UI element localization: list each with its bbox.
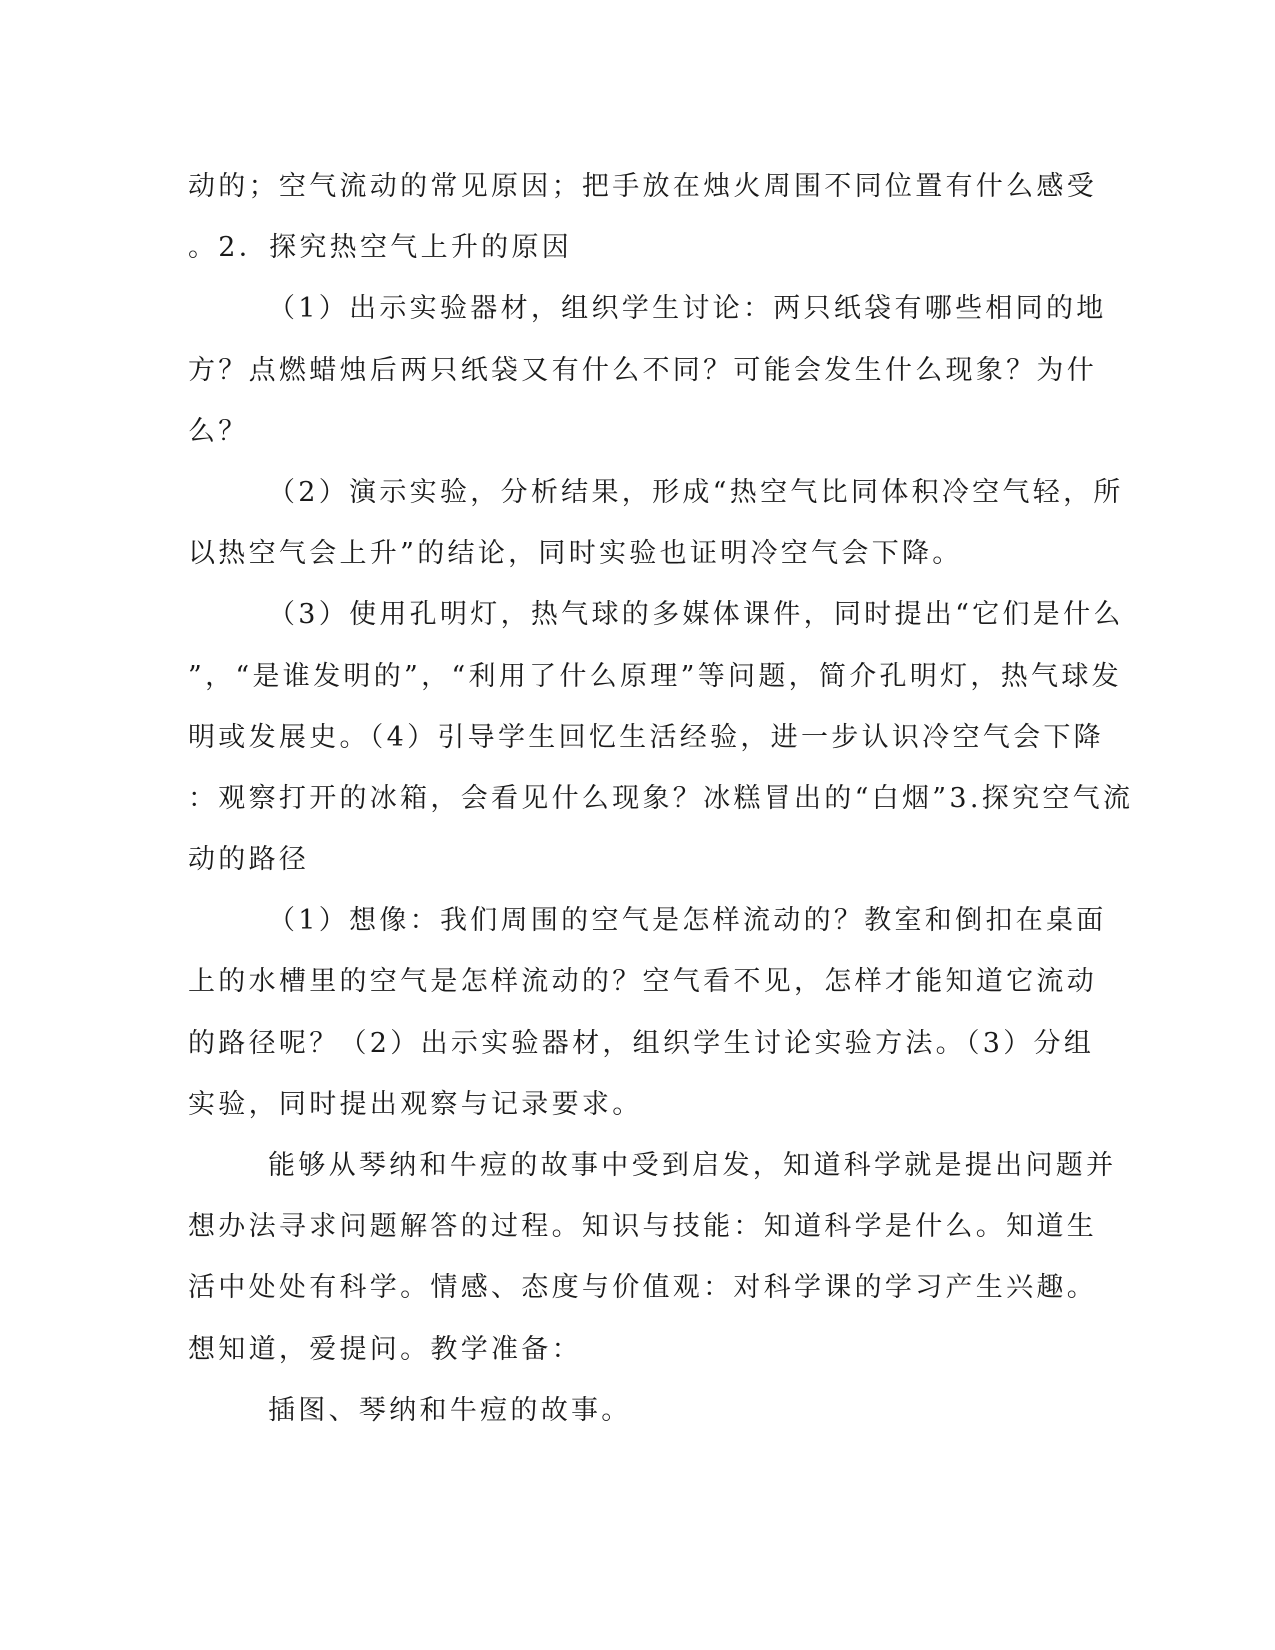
- text-line: （3）使用孔明灯，热气球的多媒体课件，同时提出“它们是什么: [268, 599, 1124, 631]
- text-line: （2）演示实验，分析结果，形成“热空气比同体积冷空气轻，所: [268, 476, 1124, 508]
- text-line: 么？: [188, 415, 249, 447]
- text-line: 上的水槽里的空气是怎样流动的？空气看不见，怎样才能知道它流动: [188, 966, 1097, 998]
- text-line: 。2．探究热空气上升的原因: [188, 232, 573, 264]
- text-line: 活中处处有科学。情感、态度与价值观：对科学课的学习产生兴趣。: [188, 1272, 1097, 1304]
- text-line: 动的；空气流动的常见原因；把手放在烛火周围不同位置有什么感受: [188, 171, 1097, 202]
- text-line: 方？点燃蜡烛后两只纸袋又有什么不同？可能会发生什么现象？为什: [188, 354, 1097, 386]
- text-line: 明或发展史。（4）引导学生回忆生活经验，进一步认识冷空气会下降: [188, 721, 1104, 753]
- document-page: [188, 156, 1134, 1441]
- text-line: ”，“是谁发明的”，“利用了什么原理”等问题，简介孔明灯，热气球发: [188, 660, 1122, 692]
- text-line: 以热空气会上升”的结论，同时实验也证明冷空气会下降。: [188, 538, 963, 570]
- text-line: （1）想像：我们周围的空气是怎样流动的？教室和倒扣在桌面: [268, 905, 1107, 937]
- text-line: 想办法寻求问题解答的过程。知识与技能：知道科学是什么。知道生: [188, 1211, 1097, 1243]
- text-line: 实验，同时提出观察与记录要求。: [188, 1088, 643, 1120]
- text-line: 想知道，爱提问。教学准备：: [188, 1333, 582, 1365]
- text-line: 的路径呢？（2）出示实验器材，组织学生讨论实验方法。（3）分组: [188, 1027, 1095, 1059]
- text-line: 能够从琴纳和牛痘的故事中受到启发，知道科学就是提出问题并: [268, 1150, 1117, 1181]
- text-line: 动的路径: [188, 844, 310, 876]
- text-line: （1）出示实验器材，组织学生讨论：两只纸袋有哪些相同的地: [268, 293, 1107, 325]
- text-line: ：观察打开的冰箱，会看见什么现象？冰糕冒出的“白烟”3.探究空气流: [188, 782, 1134, 814]
- text-line: 插图、琴纳和牛痘的故事。: [268, 1394, 632, 1426]
